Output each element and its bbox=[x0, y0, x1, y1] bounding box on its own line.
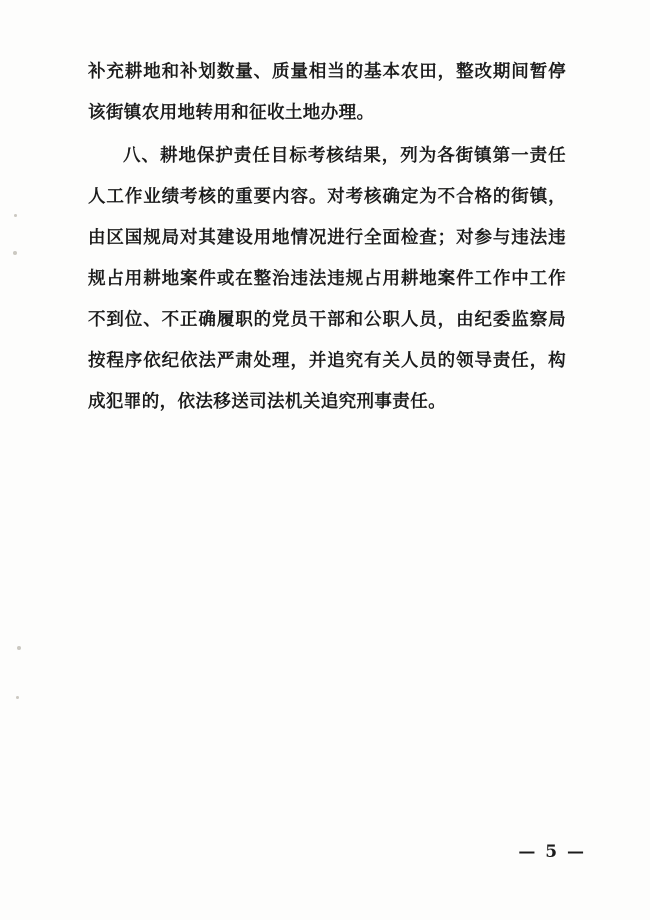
scan-speck bbox=[13, 251, 17, 255]
page-number: — 5 — bbox=[518, 842, 586, 862]
paragraph-item-8: 八、耕地保护责任目标考核结果，列为各街镇第一责任人工作业绩考核的重要内容。对考核确定为不合格的街镇，由区国规局对其建设用地情况进行全面检查；对参与违法违规占用耕地案件或在整治违法违规占用耕地案件工作中工作不到位、不正确履职的党员干部和公职人员，由纪委监察局按程序依纪依法严肃处理，并追究有关人员的领导责任，构成犯罪的，依法移送司法机关追究刑事责任。 bbox=[88, 146, 566, 412]
scan-speck bbox=[14, 214, 17, 217]
scan-speck bbox=[16, 696, 19, 699]
document-text-body bbox=[88, 52, 566, 425]
scan-speck bbox=[17, 646, 21, 650]
paragraph-continued: 补充耕地和补划数量、质量相当的基本农田，整改期间暂停该街镇农用地转用和征收土地办理。 bbox=[88, 62, 566, 123]
